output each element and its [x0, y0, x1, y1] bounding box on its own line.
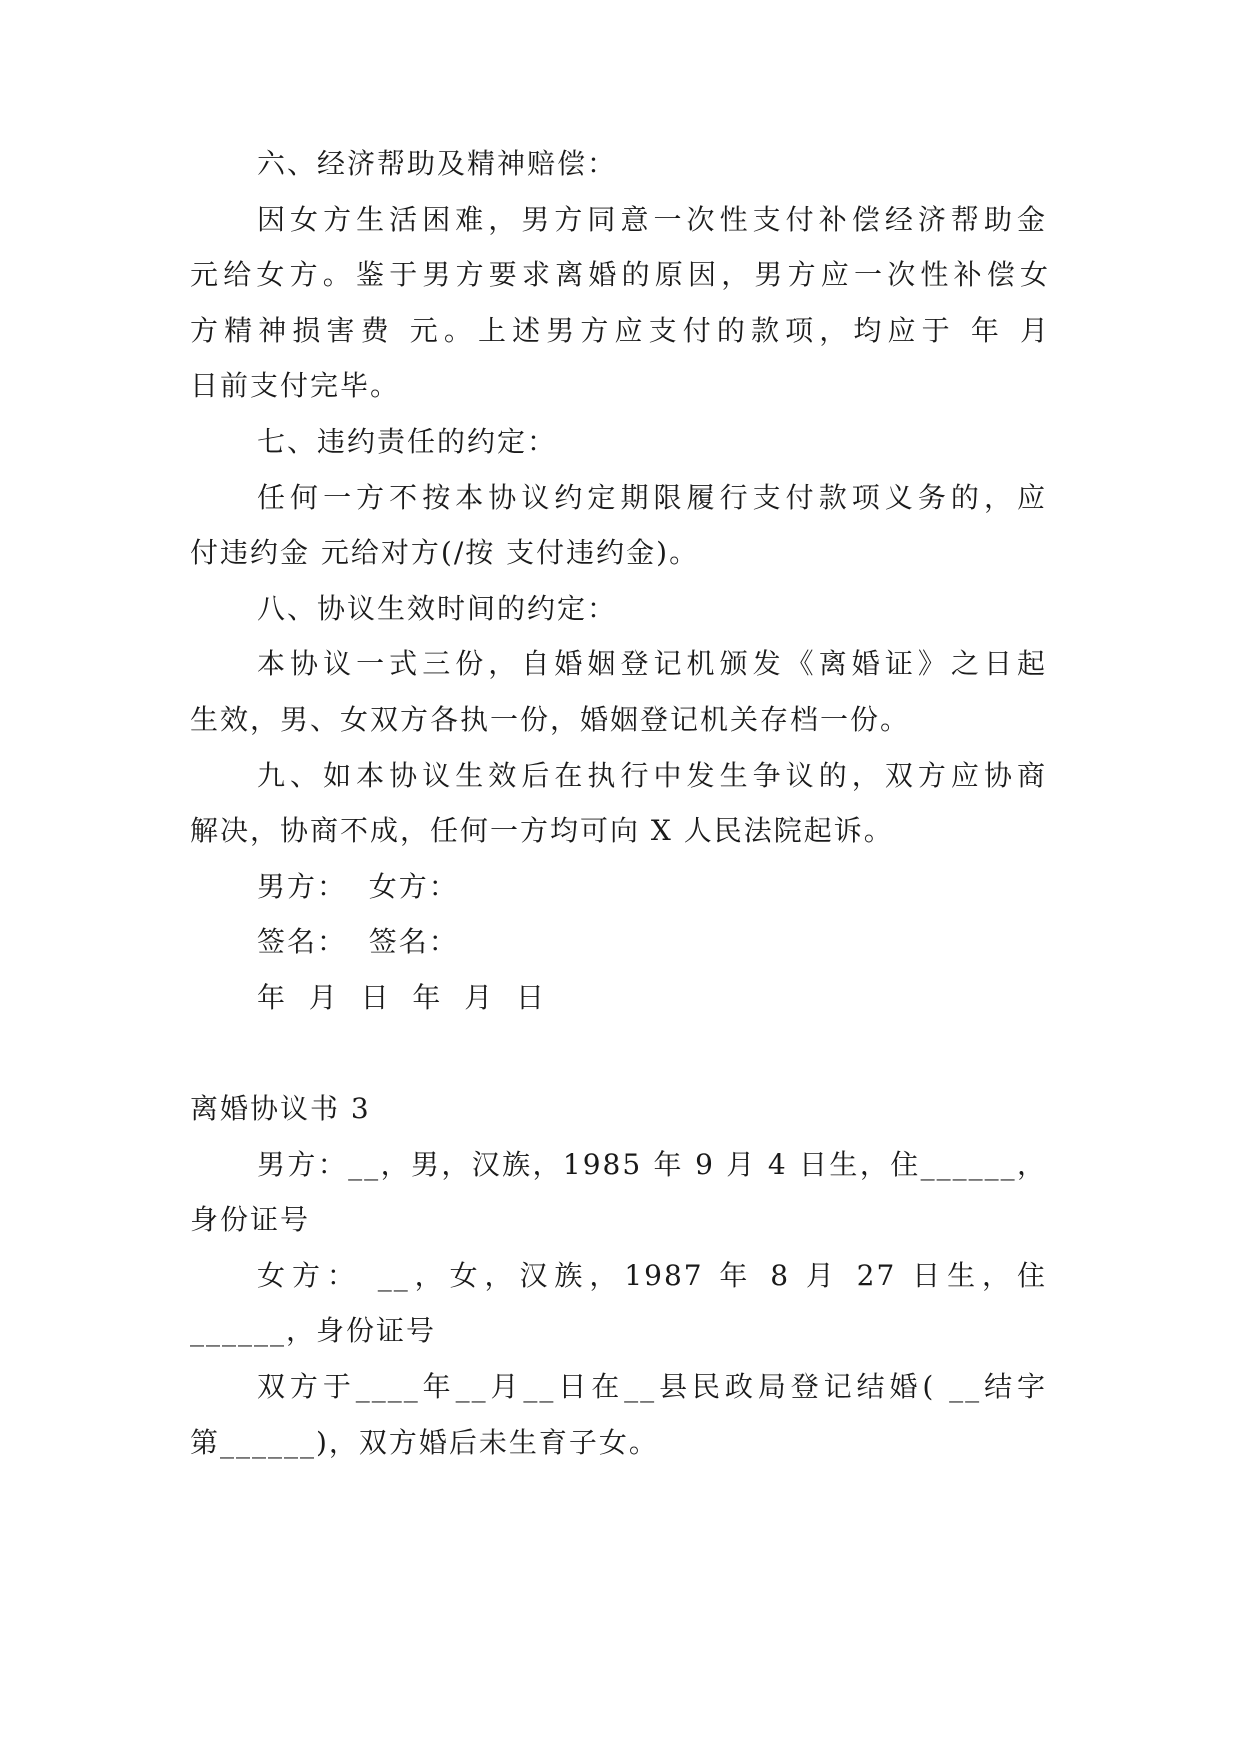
paragraph-line: ______，身份证号	[190, 1314, 437, 1347]
section-heading-7: 七、违约责任的约定：	[257, 425, 558, 458]
paragraph-line: 本协议一式三份，自婚姻登记机颁发《离婚证》之日起	[257, 647, 1047, 680]
paragraph-line: 日前支付完毕。	[190, 369, 401, 402]
paragraph-line: 元给女方。鉴于男方要求离婚的原因，男方应一次性补偿女	[190, 258, 1050, 291]
paragraph-line: 付违约金 元给对方(/按 支付违约金)。	[190, 536, 700, 569]
paragraph-line: 男方：__，男，汉族，1985 年 9 月 4 日生，住______，	[257, 1148, 1047, 1181]
paragraph-line: 解决，协商不成，任何一方均可向 X 人民法院起诉。	[190, 814, 894, 847]
signature-labels: 签名： 签名：	[257, 925, 459, 958]
section-clause-9: 九、如本协议生效后在执行中发生争议的，双方应协商	[257, 759, 1047, 792]
paragraph-line: 第______)，双方婚后未生育子女。	[190, 1426, 659, 1459]
paragraph-line: 生效，男、女双方各执一份，婚姻登记机关存档一份。	[190, 703, 911, 736]
section-heading-6: 六、经济帮助及精神赔偿：	[257, 147, 618, 180]
paragraph-line: 双方于____年__月__日在__县民政局登记结婚( __结字	[257, 1370, 1047, 1403]
paragraph-line: 方精神损害费 元。上述男方应支付的款项，均应于 年 月	[190, 314, 1050, 347]
document-title: 离婚协议书 3	[190, 1092, 371, 1125]
paragraph-line: 因女方生活困难，男方同意一次性支付补偿经济帮助金	[257, 203, 1047, 236]
paragraph-line: 身份证号	[190, 1203, 311, 1236]
date-labels: 年 月 日 年 月 日	[257, 981, 547, 1014]
paragraph-line: 女方： __，女，汉族，1987 年 8 月 27 日生，住	[257, 1259, 1047, 1292]
section-heading-8: 八、协议生效时间的约定：	[257, 592, 618, 625]
party-labels: 男方： 女方：	[257, 870, 459, 903]
paragraph-line: 任何一方不按本协议约定期限履行支付款项义务的，应	[257, 481, 1047, 514]
